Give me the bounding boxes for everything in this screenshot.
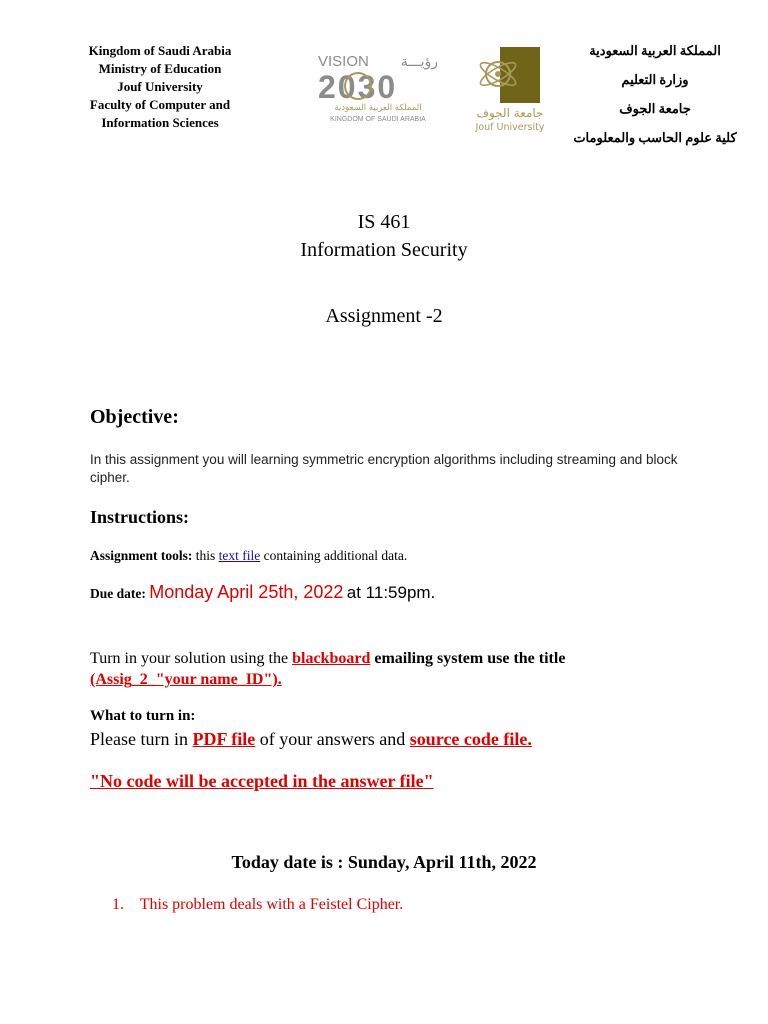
- objective-text: In this assignment you will learning symmetric encryption algorithms including streaming and block cipher.: [90, 452, 678, 485]
- header-line: Ministry of Education: [98, 61, 222, 76]
- tools-pre: this: [195, 548, 216, 563]
- today-date: Today date is : Sunday, April 11th, 2022: [231, 852, 537, 872]
- header-arabic: [560, 36, 750, 152]
- source-code-label: source code file.: [409, 729, 532, 749]
- text-file-link[interactable]: text file: [218, 548, 261, 563]
- vision-word: VISION: [318, 53, 369, 70]
- header-arabic-line: المملكة العربية السعودية: [589, 43, 721, 58]
- blackboard-link[interactable]: blackboard: [292, 650, 371, 667]
- due-label: Due date:: [90, 586, 146, 601]
- vision-2030-logo: [314, 46, 444, 130]
- course-code: IS 461: [357, 211, 411, 233]
- due-time: at 11:59pm.: [346, 583, 436, 602]
- header-line: Jouf University: [117, 79, 203, 94]
- university-arabic-name: جامعة الجوف: [476, 106, 544, 120]
- turnin-pre: Turn in your solution using the: [90, 650, 289, 667]
- header-arabic-line: وزارة التعليم: [621, 72, 689, 87]
- what-to-turn-in-heading: What to turn in:: [90, 708, 196, 724]
- vision-year: 2030: [318, 69, 398, 105]
- header-arabic-line: كلية علوم الحاسب والمعلومات: [573, 130, 737, 145]
- submission-title: (Assig_2_"your name_ID").: [90, 671, 282, 688]
- jouf-university-logo: [460, 44, 560, 134]
- instructions-heading: Instructions:: [90, 507, 190, 527]
- please-turn-in: [90, 729, 532, 750]
- course-name: Information Security: [300, 239, 468, 261]
- course-title-block: [0, 208, 768, 264]
- header-line: Information Sciences: [101, 115, 219, 130]
- vision-arabic-word: رؤيـــة: [400, 54, 438, 70]
- please-pre: Please turn in: [90, 729, 188, 749]
- tools-post: containing additional data.: [263, 548, 408, 563]
- tools-label: Assignment tools:: [90, 548, 193, 563]
- vision-arabic-country: المملكة العربية السعودية: [334, 103, 422, 113]
- header-english: [60, 42, 260, 132]
- logo-panel: [500, 47, 540, 103]
- problem-item: [112, 896, 403, 914]
- assignment-title: Assignment -2: [325, 305, 443, 327]
- header-arabic-line: جامعة الجوف: [619, 101, 691, 116]
- header-line: Kingdom of Saudi Arabia: [88, 43, 232, 58]
- due-date-line: [90, 582, 435, 603]
- header-line: Faculty of Computer and: [89, 97, 231, 112]
- university-english-name: Jouf University: [475, 122, 545, 133]
- problem-text: This problem deals with a Feistel Cipher.: [139, 896, 404, 913]
- no-code-warning: "No code will be accepted in the answer file": [90, 771, 434, 791]
- turnin-mid: emailing system use the title: [374, 650, 566, 667]
- vision-country: KINGDOM OF SAUDI ARABIA: [330, 116, 426, 123]
- objective-heading: Objective:: [90, 406, 179, 428]
- pdf-file-label: PDF file: [192, 729, 256, 749]
- due-date: Monday April 25th, 2022: [149, 582, 344, 602]
- turn-in-instructions: [90, 648, 710, 690]
- problem-number: 1.: [112, 896, 124, 913]
- assignment-tools: [90, 548, 407, 564]
- please-mid: of your answers and: [259, 729, 406, 749]
